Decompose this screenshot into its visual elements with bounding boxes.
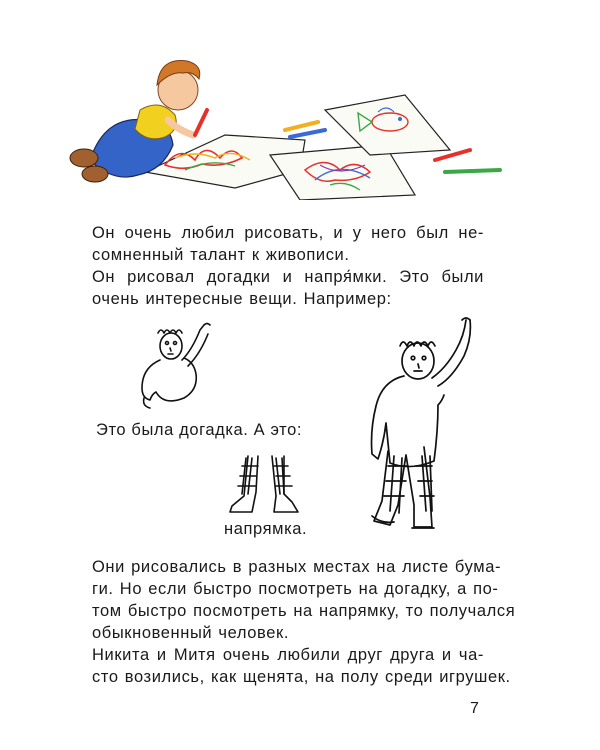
paragraph-line: том быстро посмотреть на напрямку, то получался: [92, 602, 516, 620]
paragraph-1: [92, 222, 484, 266]
dogadka-caption: Это была догадка. А это:: [96, 421, 303, 439]
paragraph-line: Он очень любил рисовать, и у него был не-: [92, 224, 484, 242]
paragraph-line: сто возились, как щенята, на полу среди игрушек.: [92, 668, 511, 686]
dogadka-figure: [130, 318, 230, 413]
paragraph-4: [92, 644, 511, 688]
page-number: 7: [470, 700, 479, 717]
napryamka-figure: [226, 454, 306, 518]
boy-drawing-illustration: [60, 40, 510, 200]
paragraph-line: очень интересные вещи. Например:: [92, 290, 392, 308]
paragraph-2: [92, 266, 484, 310]
full-man-figure: [358, 316, 498, 538]
paragraph-3: [92, 556, 516, 644]
paragraph-line: Он рисовал догадки и напря́мки. Это были: [92, 268, 484, 286]
paragraph-line: ги. Но если быстро посмотреть на догадку, а по-: [92, 580, 499, 598]
paragraph-line: сомненный талант к живописи.: [92, 246, 350, 264]
paragraph-line: обыкновенный человек.: [92, 624, 290, 642]
paragraph-line: Они рисовались в разных местах на листе бума-: [92, 558, 502, 576]
paragraph-line: Никита и Митя очень любили друг друга и ча-: [92, 646, 484, 664]
napryamka-caption: напрямка.: [224, 520, 308, 538]
